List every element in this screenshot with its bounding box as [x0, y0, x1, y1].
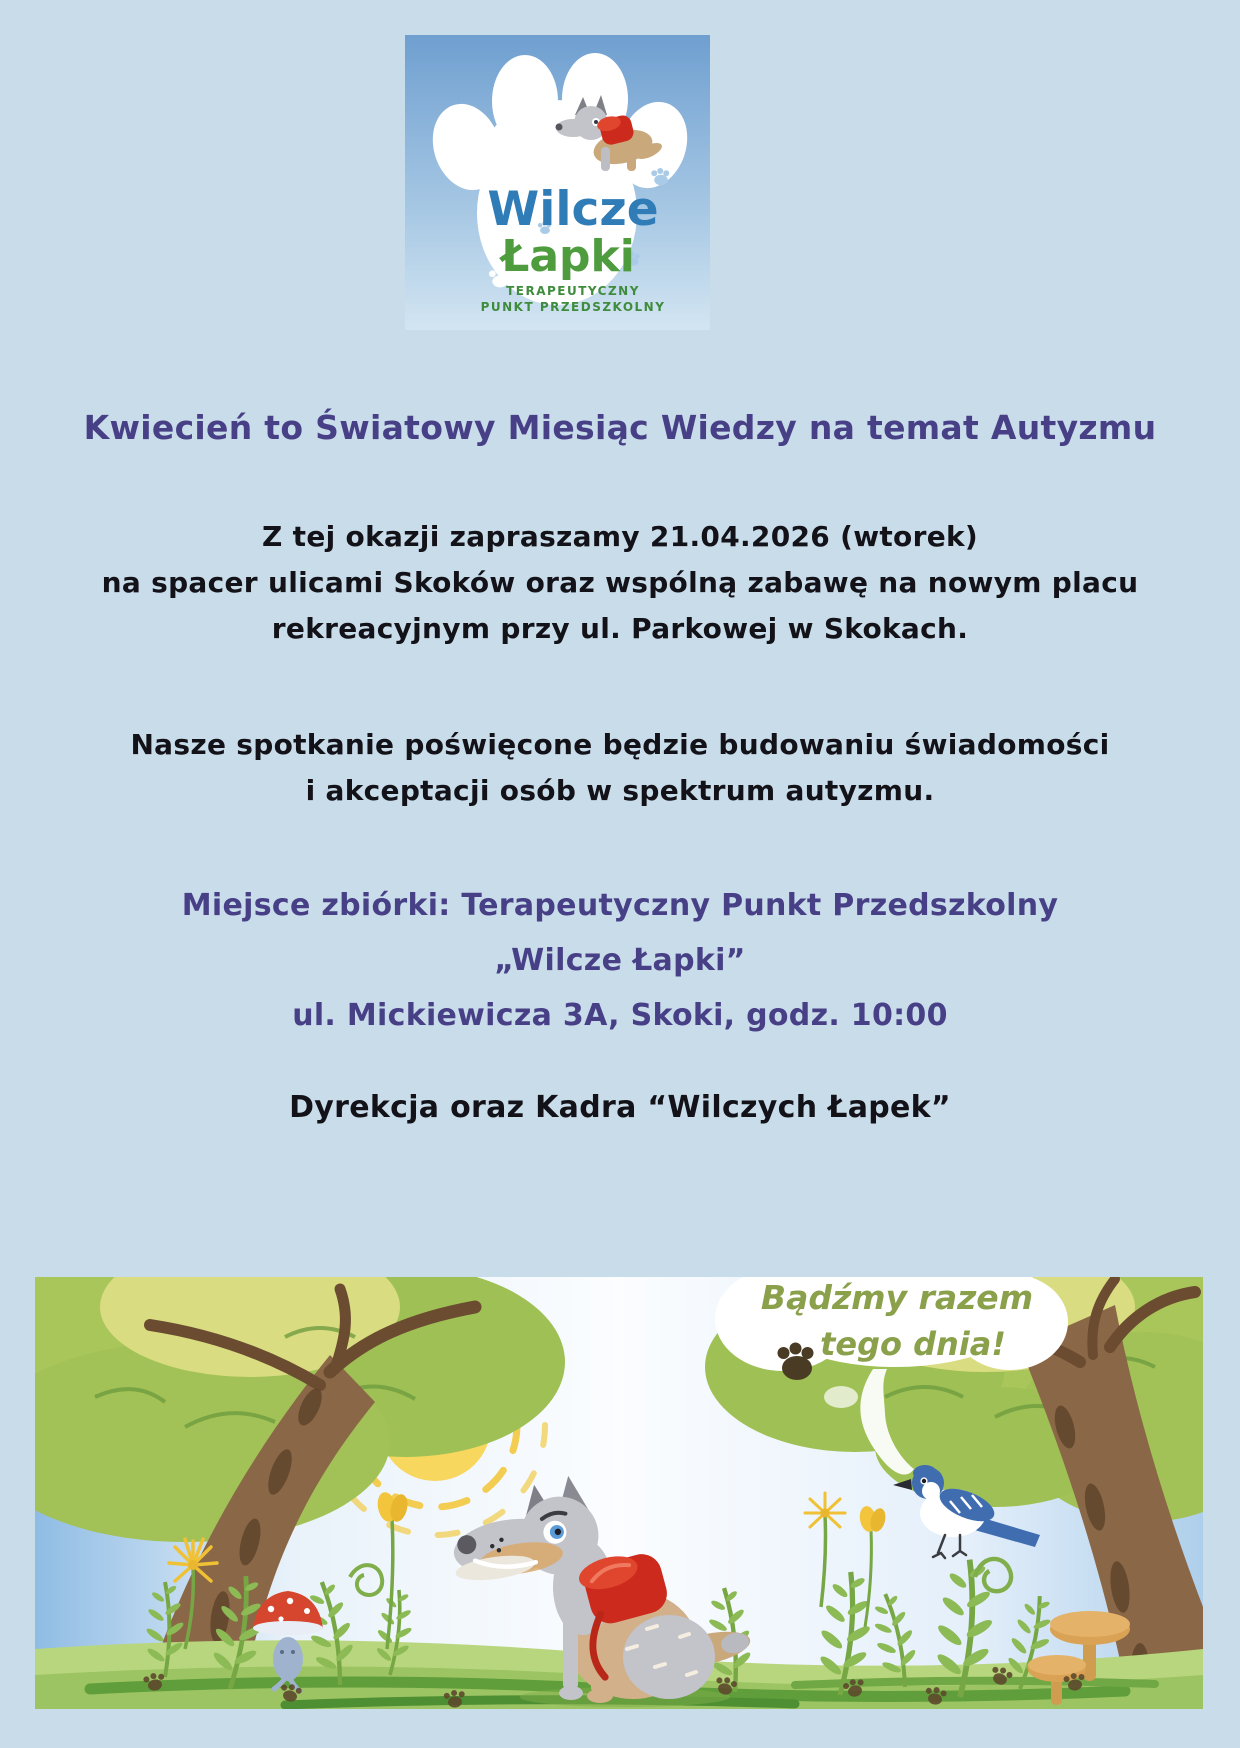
forest-scene	[35, 1277, 1203, 1709]
bubble-text-line1: Bądźmy razem	[760, 1278, 1034, 1317]
bubble-text-line2: tego dnia!	[820, 1325, 1006, 1363]
meeting-line-1: Miejsce zbiórki: Terapeutyczny Punkt Przedszkolny	[181, 888, 1059, 923]
intro-line-3: rekreacyjnym przy ul. Parkowej w Skokach.	[271, 612, 969, 645]
meeting-info	[0, 878, 1240, 1043]
poster-heading: Kwiecień to Światowy Miesiąc Wiedzy na temat Autyzmu	[83, 408, 1157, 447]
intro-line-1: Z tej okazji zapraszamy 21.04.2026 (wtorek)	[261, 520, 979, 553]
purpose-paragraph	[0, 722, 1240, 814]
intro-line-2: na spacer ulicami Skoków oraz wspólną zabawę na nowym placu	[101, 566, 1139, 599]
logo-name-line1: Wilcze	[487, 182, 659, 237]
logo-name-line2: Łapki	[501, 231, 635, 282]
purpose-line-2: i akceptacji osób w spektrum autyzmu.	[305, 774, 935, 807]
purpose-line-1: Nasze spotkanie poświęcone będzie budowaniu świadomości	[130, 728, 1110, 761]
logo-tagline-line1: TERAPEUTYCZNY	[506, 284, 640, 298]
meeting-line-3: ul. Mickiewicza 3A, Skoki, godz. 10:00	[292, 998, 948, 1033]
meeting-line-2: „Wilcze Łapki”	[494, 943, 746, 978]
signature-line: Dyrekcja oraz Kadra “Wilczych Łapek”	[289, 1090, 951, 1125]
intro-paragraph	[0, 514, 1240, 652]
logo-tagline-line2: PUNKT PRZEDSZKOLNY	[480, 300, 666, 314]
logo-graphic	[405, 35, 710, 330]
forest-illustration	[35, 1277, 1203, 1709]
school-logo	[405, 35, 710, 330]
